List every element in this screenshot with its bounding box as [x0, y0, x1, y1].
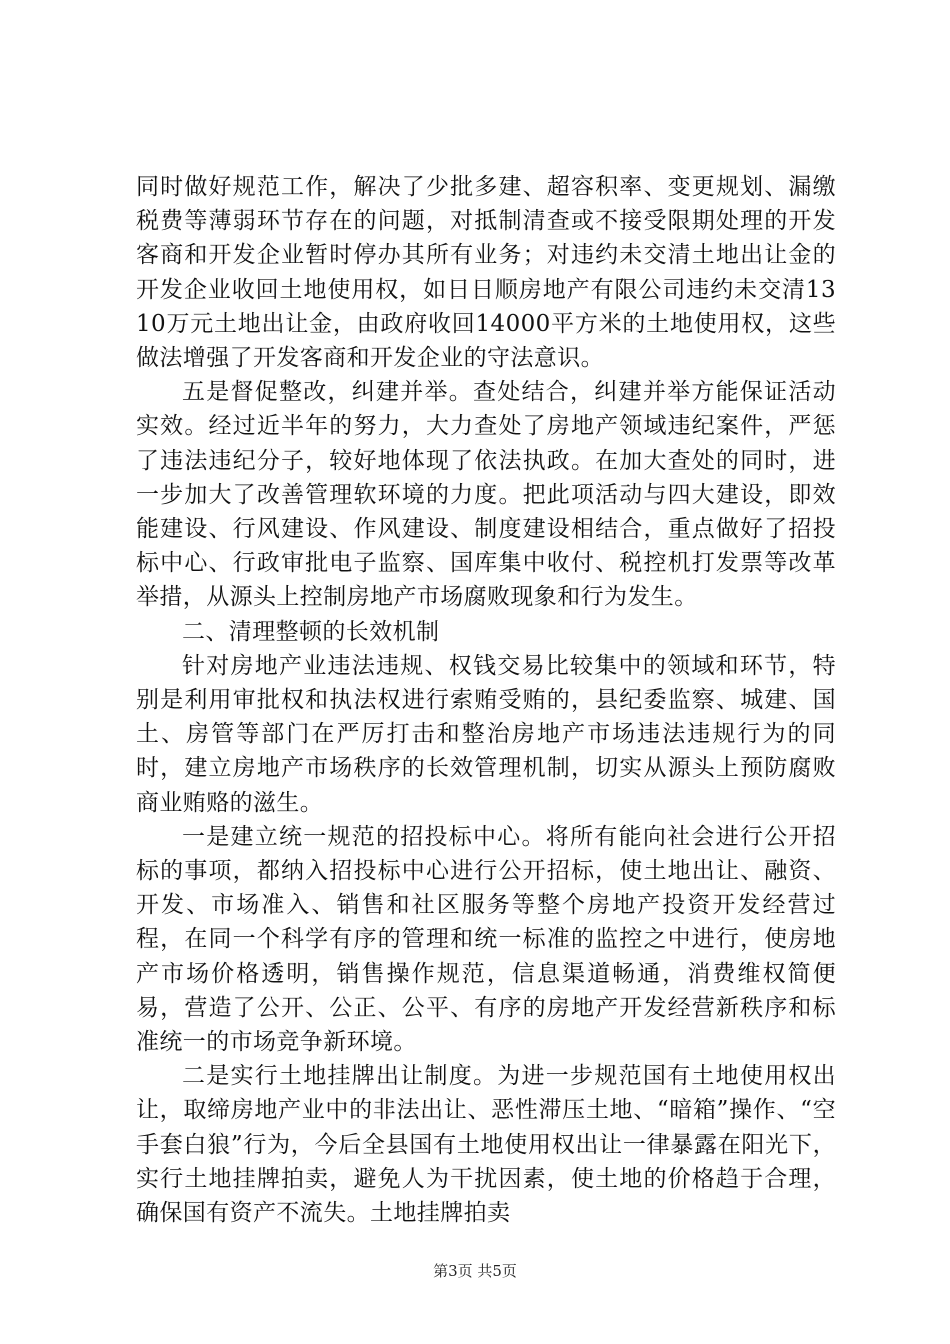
- paragraph-bidding-center: 一是建立统一规范的招投标中心。将所有能向社会进行公开招标的事项，都纳入招投标中心进行公开招标，使土地出让、融资、开发、市场准入、销售和社区服务等整个房地产投资开发经营过程，在同一个科学有序的管理和统一标准的监控之中进行，使房地产市场价格透明，销售操作规范，信息渠道畅通，消费维权简便易，营造了公开、公正、公平、有序的房地产开发经营新秩序和标准统一的市场竞争新环境。: [136, 823, 836, 1056]
- paragraph-continuation: 同时做好规范工作，解决了少批多建、超容积率、变更规划、漏缴税费等薄弱环节存在的问题，对抵制清查或不接受限期处理的开发客商和开发企业暂时停办其所有业务；对违约未交清土地出让金的开发企业收回土地使用权，如日日顺房地产有限公司违约未交清1310万元土地出让金，由政府收回14000平方米的土地使用权，这些做法增强了开发客商和开发企业的守法意识。: [136, 174, 836, 372]
- document-body: [136, 170, 836, 1230]
- paragraph-land-listing: 二是实行土地挂牌出让制度。为进一步规范国有土地使用权出让，取缔房地产业中的非法出让、恶性滞压土地、“暗箱”操作、“空手套白狼”行为，今后全县国有土地使用权出让一律暴露在阳光下，实行土地挂牌拍卖，避免人为干扰因素，使土地的价格趋于合理，确保国有资产不流失。土地挂牌拍卖: [136, 1063, 836, 1227]
- section-heading: 二、清理整顿的长效机制: [182, 618, 440, 645]
- paragraph-rectification: 五是督促整改，纠建并举。查处结合，纠建并举方能保证活动实效。经过近半年的努力，大力查处了房地产领域违纪案件，严惩了违法违纪分子，较好地体现了依法执政。在加大查处的同时，进一步加大了改善管理软环境的力度。把此项活动与四大建设，即效能建设、行风建设、作风建设、制度建设相结合，重点做好了招投标中心、行政审批电子监察、国库集中收付、税控机打发票等改革举措，从源头上控制房地产市场腐败现象和行为发生。: [136, 379, 836, 611]
- page-number-footer: 第3页 共5页: [433, 1262, 517, 1280]
- paragraph-long-term-mechanism: 针对房地产业违法违规、权钱交易比较集中的领域和环节，特别是利用审批权和执法权进行索贿受贿的，县纪委监察、城建、国土、房管等部门在严厉打击和整治房地产市场违法违规行为的同时，建立房地产市场秩序的长效管理机制，切实从源头上预防腐败商业贿赂的滋生。: [136, 652, 836, 816]
